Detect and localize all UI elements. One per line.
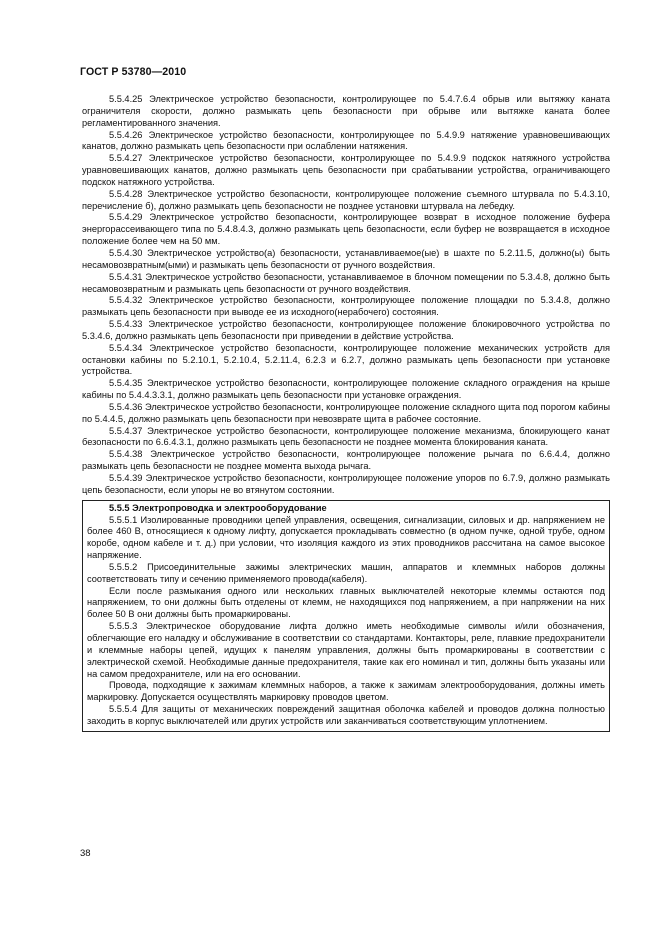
amended-section-box: [82, 500, 610, 732]
paragraph-5-5-4-25: 5.5.4.25 Электрическое устройство безопасности, контролирующее по 5.4.7.6.4 обрыв или вытяжку каната ограничителя скорости, должно размыкать цепь безопасности при обрыве или вытяжке каната более регламентированного значения.: [82, 94, 610, 128]
paragraph-5-5-5-2-cont: Если после размыкания одного или нескольких главных выключателей некоторые клеммы остаются под напряжением, то они должны быть отделены от клемм, не находящихся под напряжением, а при напряжении на них более 50 В они должны быть промаркированы.: [87, 585, 605, 620]
paragraph-5-5-4-27: 5.5.4.27 Электрическое устройство безопасности, контролирующее по 5.4.9.9 подскок натяжного устройства уравновешивающих канатов, должно размыкать цепь безопасности при срабатывании устройства, ограничивающего подскок натяжного устройства.: [82, 153, 610, 187]
paragraph-5-5-4-33: 5.5.4.33 Электрическое устройство безопасности, контролирующее положение блокировочного устройства по 5.3.4.6, должно размыкать цепь безопасности при приведении в действие устройства.: [82, 319, 610, 341]
paragraph-5-5-4-32: 5.5.4.32 Электрическое устройство безопасности, контролирующее положение площадки по 5.3.4.8, должно размыкать цепь безопасности при выводе ее из исходного(нерабочего) состояния.: [82, 295, 610, 318]
paragraph-5-5-4-35: 5.5.4.35 Электрическое устройство безопасности, контролирующее положение складного ограждения на крыше кабины по 5.4.4.3.3.1, должно размыкать цепь безопасности при установке ограждения.: [82, 378, 610, 401]
paragraph-5-5-4-34: 5.5.4.34 Электрическое устройство безопасности, контролирующее положение механических устройств для остановки кабины по 5.2.10.1, 5.2.10.4, 5.2.11.4, 6.2.3 и 6.2.7, должно размыкать цепь безопасности при установке устройства.: [82, 342, 610, 377]
paragraph-5-5-5-2: 5.5.5.2 Присоединительные зажимы электрических машин, аппаратов и клеммных наборов должны соответствовать типу и сечению применяемого провода(кабеля).: [87, 561, 605, 584]
paragraph-5-5-4-28: 5.5.4.28 Электрическое устройство безопасности, контролирующее положение съемного штурвала по 5.4.3.10, перечисление б), должно размыкать цепь безопасности не позднее установки штурвала на лебедку.: [82, 188, 610, 211]
paragraph-5-5-5-4: 5.5.5.4 Для защиты от механических повреждений защитная оболочка кабелей и проводов должна полностью заходить в корпус выключателей или других устройств или заканчиваться соответствующим уплотнением.: [87, 704, 605, 726]
standard-header: ГОСТ Р 53780—2010: [80, 66, 187, 78]
paragraph-5-5-4-36: 5.5.4.36 Электрическое устройство безопасности, контролирующее положение складного щита под порогом кабины по 5.4.4.5, должно размыкать цепь безопасности при невозврате щита в рабочее состояние.: [82, 401, 610, 424]
paragraph-5-5-5-3: 5.5.5.3 Электрическое оборудование лифта должно иметь необходимые символы и/или обозначения, облегчающие его наладку и обслуживание в соответствии со стандартами. Контакторы, реле, плавкие предохранители и клеммные наборы цепей, идущих к панелям управления, должны быть промаркированы в соответствии с электрической схемой. Необходимые данные предохранителя, такие как его номинал и тип, должны быть указаны или на самом предохранителе, или на его основании.: [87, 621, 605, 679]
page-number: 38: [80, 848, 91, 859]
paragraph-5-5-4-30: 5.5.4.30 Электрическое устройство(а) безопасности, устанавливаемое(ые) в шахте по 5.2.11.5, должно(ы) быть несамовозвратным(ыми) и размыкать цепь безопасности от ручного воздействия.: [82, 247, 610, 270]
paragraph-5-5-4-31: 5.5.4.31 Электрическое устройство безопасности, устанавливаемое в блочном помещении по 5.3.4.8, должно быть несамовозвратным и размыкать цепь безопасности от ручного воздействия.: [82, 271, 610, 294]
paragraph-5-5-4-26: 5.5.4.26 Электрическое устройство безопасности, контролирующее по 5.4.9.9 натяжение уравновешивающих канатов, должно размыкать цепь безопасности при ослаблении натяжения.: [82, 129, 610, 152]
paragraph-5-5-5-1: 5.5.5.1 Изолированные проводники цепей управления, освещения, сигнализации, силовых и др. напряжением не более 460 В, относящиеся к одному лифту, допускается прокладывать совместно (в одном пучке, одной трубе, одном коробе, одном кабеле и т. д.) при условии, что изоляция каждого из этих проводников рассчитана на самое высокое напряжение.: [87, 514, 605, 561]
section-title: 5.5.5 Электропроводка и электрооборудование: [109, 502, 327, 513]
paragraph-5-5-4-38: 5.5.4.38 Электрическое устройство безопасности, контролирующее положение рычага по 6.6.4.4, должно размыкать цепь безопасности не позднее момента выхода рычага.: [82, 449, 610, 472]
page-content: [82, 94, 610, 732]
paragraph-5-5-4-29: 5.5.4.29 Электрическое устройство безопасности, контролирующее возврат в исходное положение буфера энергорассеивающего типа по 5.4.8.4.3, должно размыкать цепь безопасности, если буфер не возвращается в исходное положение более чем на 50 мм.: [82, 212, 610, 247]
paragraph-5-5-4-39: 5.5.4.39 Электрическое устройство безопасности, контролирующее положение упоров по 6.7.9, должно размыкать цепь безопасности, если упоры не во втянутом состоянии.: [82, 473, 610, 495]
paragraph-5-5-5-3-cont: Провода, подходящие к зажимам клеммных наборов, а также к зажимам электрооборудования, должны иметь маркировку. Допускается осуществлять маркировку проводов цветом.: [87, 680, 605, 703]
paragraph-5-5-4-37: 5.5.4.37 Электрическое устройство безопасности, контролирующее положение механизма, блокирующего канат безопасности по 6.6.4.3.1, должно размыкать цепь безопасности не позднее момента блокирования каната.: [82, 425, 610, 448]
